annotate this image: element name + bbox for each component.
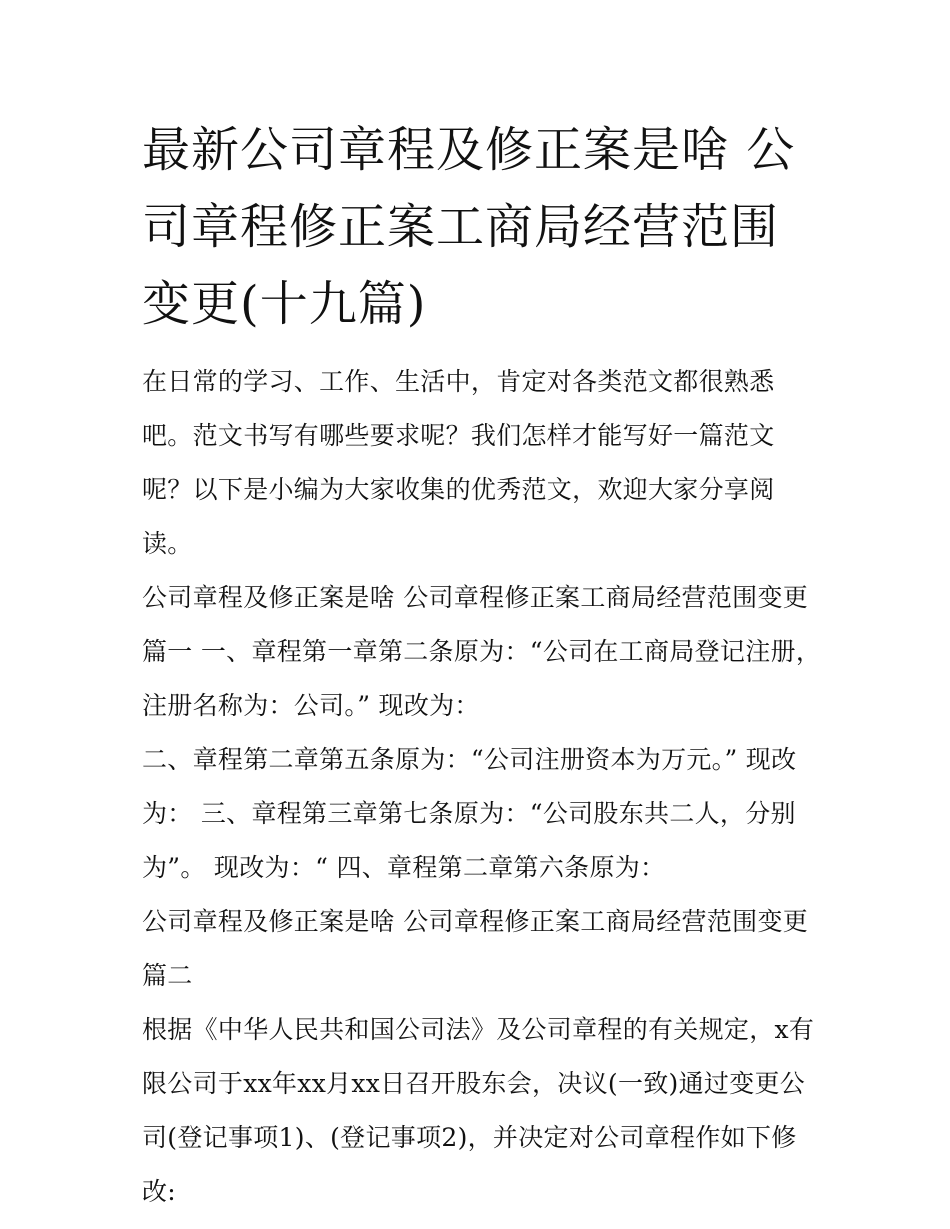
article-one-paragraph: 公司章程及修正案是啥 公司章程修正案工商局经营范围变更篇一 一、章程第一章第二条原为：“公司在工商局登记注册，注册名称为：公司。” 现改为： — [142, 583, 822, 720]
document-page — [142, 112, 822, 1219]
document-body — [142, 355, 822, 1219]
article-amendments-paragraph: 二、章程第二章第五条原为：“公司注册资本为万元。” 现改为： 三、章程第三章第七条原为：“公司股东共二人，分别为”。 现改为：“ 四、章程第二章第六条原为： — [142, 745, 797, 882]
document-title: 最新公司章程及修正案是啥 公司章程修正案工商局经营范围变更(十九篇) — [142, 122, 796, 332]
article-two-heading: 公司章程及修正案是啥 公司章程修正案工商局经营范围变更篇二 — [142, 907, 809, 990]
intro-paragraph: 在日常的学习、工作、生活中，肯定对各类范文都很熟悉吧。范文书写有哪些要求呢？我们怎样才能写好一篇范文呢？以下是小编为大家收集的优秀范文，欢迎大家分享阅读。 — [142, 367, 775, 558]
article-two-paragraph: 根据《中华人民共和国公司法》及公司章程的有关规定，x有限公司于xx年xx月xx日召开股东会，决议(一致)通过变更公司(登记事项1)、(登记事项2)，并决定对公司章程作如下修改: — [142, 1015, 815, 1206]
